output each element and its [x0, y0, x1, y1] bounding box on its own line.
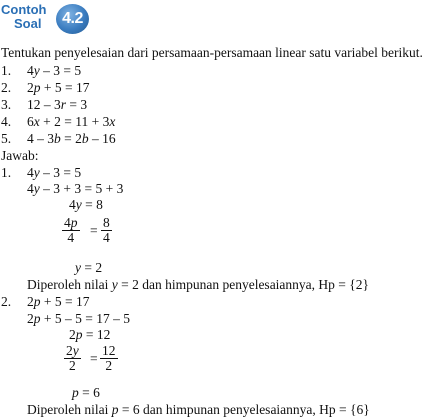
problem-equation: 6x + 2 = 11 + 3x	[27, 114, 116, 129]
problem-equation: 4 – 3b = 2b – 16	[27, 131, 116, 146]
problem-number: 5.	[1, 131, 12, 146]
problem-number: 1.	[1, 63, 12, 78]
solution-number: 1.	[1, 165, 12, 180]
solution-step: y = 2	[75, 260, 103, 275]
header-word-contoh: Contoh	[1, 2, 47, 17]
fraction-left: $\frac{2y}{2}$	[66, 343, 79, 373]
solution-conclusion: Diperoleh nilai p = 6 dan himpunan penyelesaiannya, Hp = {6}	[27, 402, 370, 417]
problem-number: 3.	[1, 97, 12, 112]
solution-step: 2p + 5 = 17	[27, 294, 90, 309]
answer-heading: Jawab:	[1, 148, 39, 163]
problem-number: 4.	[1, 114, 12, 129]
fraction-left: $\frac{4p}{4}$	[64, 215, 78, 245]
equals-sign: =	[90, 223, 98, 238]
problem-equation: 4y – 3 = 5	[27, 63, 82, 78]
fraction-right: $\frac{12}{2}$	[102, 343, 116, 373]
solution-number: 2.	[1, 294, 12, 309]
example-number: 4.2	[62, 10, 83, 27]
solution-step: p = 6	[72, 385, 100, 400]
intro-text: Tentukan penyelesaian dari persamaan-persamaan linear satu variabel berikut.	[1, 45, 423, 60]
solution-step: 4y = 8	[69, 197, 103, 212]
problem-equation: 12 – 3r = 3	[27, 97, 88, 112]
header-word-soal: Soal	[14, 16, 42, 31]
solution-step: 4y – 3 + 3 = 5 + 3	[27, 181, 124, 196]
solution-step: 2p + 5 – 5 = 17 – 5	[27, 311, 130, 326]
problem-equation: 2p + 5 = 17	[27, 80, 90, 95]
equals-sign: =	[90, 351, 98, 366]
problem-number: 2.	[1, 80, 12, 95]
fraction-right: $\frac{8}{4}$	[103, 215, 110, 245]
example-number-badge	[56, 4, 89, 34]
solution-conclusion: Diperoleh nilai y = 2 dan himpunan penyelesaiannya, Hp = {2}	[27, 277, 369, 292]
solution-step: 2p = 12	[69, 327, 111, 342]
solution-step: 4y – 3 = 5	[27, 165, 82, 180]
